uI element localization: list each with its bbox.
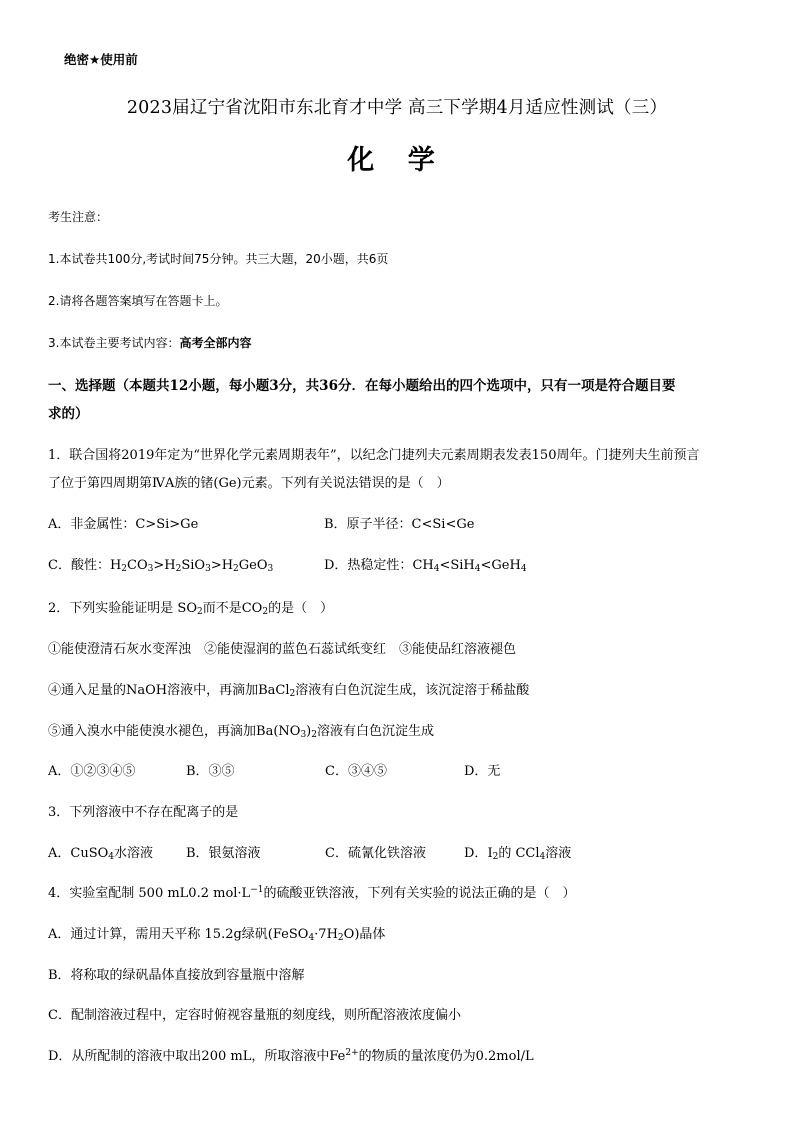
q4-stem-suffix: 的硫酸亚铁溶液，下列有关实验的说法正确的是（ ） bbox=[263, 886, 576, 901]
q2-statements-1-3: ①能使澄清石灰水变浑浊 ②能使湿润的蓝色石蕊试纸变红 ③能使品红溶液褪色 bbox=[48, 642, 517, 657]
notice-heading: 考生注意： bbox=[48, 210, 109, 224]
q1-option-d-prefix: D．热稳定性： bbox=[324, 558, 413, 573]
q2-statement-5-a: ⑤通入溴水中能使溴水褪色，再滴加 bbox=[48, 724, 257, 739]
q3-option-d: D．$I_2$的 CCl$_4$溶液 bbox=[464, 846, 572, 862]
q4-option-a-suffix: O)晶体 bbox=[343, 927, 386, 942]
q4-option-d-suffix: 的物质的量浓度仍为0.2mol/L bbox=[358, 1049, 534, 1064]
q1-option-a: A．非金属性：C>Si>Ge bbox=[48, 517, 199, 532]
q2-option-a: A．①②③④⑤ bbox=[48, 764, 136, 779]
q2-option-b: B．③⑤ bbox=[186, 764, 235, 779]
subject-title: 化 学 bbox=[347, 145, 447, 176]
q4-option-d-sup: 2+ bbox=[345, 1048, 359, 1058]
q1-option-b: B．原子半径：C<Si<Ge bbox=[324, 517, 475, 532]
q4-option-c: C．配制溶液过程中，定容时俯视容量瓶的刻度线，则所配溶液浓度偏小 bbox=[48, 1008, 461, 1023]
q1-stem-line-1: 1．联合国将2019年定为“世界化学元素周期表年”，以纪念门捷列夫元素周期表发表150周年。门捷列夫生前预言 bbox=[48, 448, 700, 463]
q4-option-a-prefix: A．通过计算，需用天平称 15.2g绿矾(FeSO bbox=[48, 927, 309, 942]
notice-item-2: 2.请将各题答案填写在答题卡上。 bbox=[48, 294, 228, 308]
q1-option-c-prefix: C．酸性： bbox=[48, 558, 110, 573]
q4-stem-prefix: 4．实验室配制 500 mL0.2 mol·L bbox=[48, 886, 251, 901]
q3-option-b: B．银氨溶液 bbox=[186, 846, 261, 861]
q1-stem-line-2: 了位于第四周期第ⅣA族的锗(Ge)元素。下列有关说法错误的是（ ） bbox=[48, 476, 450, 491]
notice-item-3-prefix: 3.本试卷主要考试内容： bbox=[48, 336, 180, 350]
q2-option-d: D．无 bbox=[464, 764, 501, 779]
exam-title: 2023届辽宁省沈阳市东北育才中学 高三下学期4月适应性测试（三） bbox=[126, 98, 668, 118]
q3-option-d-mid: 的 bbox=[498, 846, 512, 861]
q2-stem-suffix: 的是（ ） bbox=[268, 601, 334, 616]
q3-option-a: A．CuSO$_4$水溶液 bbox=[48, 846, 154, 862]
q2-option-c: C．③④⑤ bbox=[325, 764, 387, 779]
q1-option-d bbox=[324, 554, 527, 573]
q2-statement-4-a: ④通入足量的NaOH溶液中，再滴加 bbox=[48, 683, 259, 698]
q2-stem: 2．下列实验能证明是 $SO_2$而不是$CO_2$的是（ ） bbox=[48, 601, 334, 617]
q1-option-c bbox=[48, 554, 273, 573]
q2-stem-mid: 而不是 bbox=[202, 601, 242, 616]
q1-option-d-formula: $CH_4<SiH_4<GeH_4$ bbox=[412, 558, 527, 574]
q3-option-c: C．硫氰化铁溶液 bbox=[325, 846, 426, 861]
notice-item-3-bold: 高考全部内容 bbox=[179, 336, 252, 350]
q3-stem: 3．下列溶液中不存在配离子的是 bbox=[48, 805, 239, 820]
q1-option-c-formula: $H_2CO_3>H_2SiO_3>H_2GeO_3$ bbox=[109, 558, 274, 574]
q4-stem bbox=[48, 882, 576, 901]
q4-option-d-prefix: D．从所配制的溶液中取出200 mL，所取溶液中Fe bbox=[48, 1049, 346, 1064]
notice-item-3 bbox=[48, 334, 251, 351]
section-1-heading-line-2: 求的） bbox=[48, 406, 89, 422]
q3-option-d-suffix: 溶液 bbox=[545, 846, 572, 861]
q2-statement-4-b: 溶液有白色沉淀生成，该沉淀溶于稀盐酸 bbox=[295, 683, 530, 698]
secret-label: 绝密★使用前 bbox=[64, 52, 138, 67]
notice-item-1: 1.本试卷共100分,考试时间75分钟。共三大题，20小题，共6页 bbox=[48, 252, 389, 266]
q4-option-a: A．通过计算，需用天平称 15.2g绿矾$(FeSO_4\cdot 7H_2O)$晶体 bbox=[48, 927, 386, 943]
q4-option-a-mid: ·7H bbox=[314, 927, 338, 942]
q2-statement-5: ⑤通入溴水中能使溴水褪色，再滴加$Ba(NO_3)_2$溶液有白色沉淀生成 bbox=[48, 724, 434, 740]
q3-option-a-prefix: A． bbox=[48, 846, 71, 861]
q2-stem-prefix: 2．下列实验能证明是 bbox=[48, 601, 174, 616]
q3-option-d-prefix: D． bbox=[464, 846, 488, 861]
q4-option-d bbox=[48, 1045, 534, 1064]
q4-option-b: B．将称取的绿矾晶体直接放到容量瓶中溶解 bbox=[48, 968, 305, 983]
section-1-heading-line-1: 一、选择题（本题共12小题，每小题3分，共36分．在每小题给出的四个选项中，只有一项是符合题目要 bbox=[48, 378, 676, 394]
q2-statement-4: ④通入足量的NaOH溶液中，再滴加BaCl$_2$溶液有白色沉淀生成，该沉淀溶于稀盐酸 bbox=[48, 683, 530, 699]
q2-statement-5-b: 溶液有白色沉淀生成 bbox=[316, 724, 434, 739]
q3-option-a-suffix: 水溶液 bbox=[114, 846, 154, 861]
q4-stem-sup: −1 bbox=[250, 885, 264, 895]
